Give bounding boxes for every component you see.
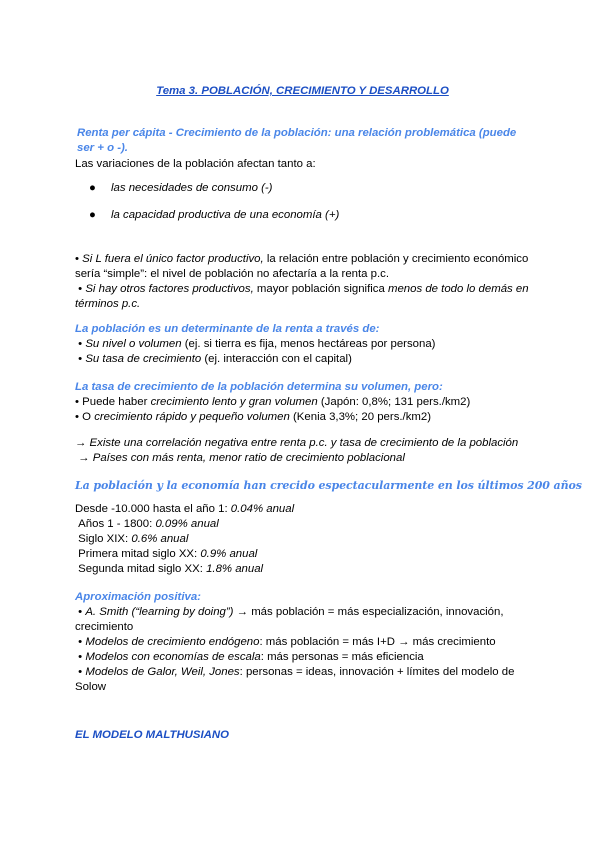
bullet-icon: ● (89, 182, 96, 194)
section-heading: La tasa de crecimiento de la población determina su volumen, pero: (75, 381, 443, 393)
list-item: • O crecimiento rápido y pequeño volumen (Kenia 3,3%; 20 pers./km2) (75, 411, 432, 423)
conclusion-line: → Existe una correlación negativa entre renta p.c. y tasa de crecimiento de la población (75, 437, 519, 449)
conclusion-line: → Países con más renta, menor ratio de crecimiento poblacional (78, 452, 405, 464)
section-determinante (75, 322, 530, 367)
list-item: Desde -10.000 hasta el año 1: 0.04% anual (75, 503, 295, 515)
next-section-heading: EL MODELO MALTHUSIANO (75, 729, 229, 741)
section-tasa (75, 380, 530, 425)
list-item: ● las necesidades de consumo (-) (89, 182, 273, 194)
list-item: • Su tasa de crecimiento (ej. interacción con el capital) (75, 353, 352, 365)
page-title: Tema 3. POBLACIÓN, CRECIMIENTO Y DESARROLLO (156, 85, 449, 97)
section-factores (75, 252, 530, 312)
section-heading: Aproximación positiva: (75, 591, 201, 603)
list-item: • Modelos de Galor, Weil, Jones: personas = ideas, innovación + límites del modelo de Solow (75, 666, 515, 693)
list-item: Siglo XIX: 0.6% anual (78, 533, 189, 545)
list-item: Años 1 - 1800: 0.09% anual (78, 518, 219, 530)
section-heading: Renta per cápita - Crecimiento de la población: una relación problemática (puede ser + o -). (77, 127, 517, 154)
section-aproximacion (75, 590, 530, 695)
section-heading: La población y la economía han crecido espectacularmente en los últimos 200 años (75, 479, 582, 492)
section-historico (75, 478, 582, 577)
list-item: • Su nivel o volumen (ej. si tierra es fija, menos hectáreas por persona) (75, 338, 436, 350)
section-correlacion (75, 436, 545, 466)
list-item: • Si L fuera el único factor productivo, la relación entre población y crecimiento económico sería “simple”: el nivel de población no afectaría a la renta p.c. (75, 253, 529, 280)
list-item: • Modelos con economías de escala: más personas = más eficiencia (75, 651, 424, 663)
list-item: • Si hay otros factores productivos, mayor población significa menos de todo lo demás en términos p.c. (75, 283, 529, 310)
list-item: Segunda mitad siglo XX: 1.8% anual (78, 563, 264, 575)
list-item: ● la capacidad productiva de una economía (+) (89, 209, 340, 221)
list-item: • Modelos de crecimiento endógeno: más población = más I+D → más crecimiento (75, 636, 496, 648)
bullet-icon: ● (89, 209, 96, 221)
section-renta (75, 126, 530, 223)
list-item: • Puede haber crecimiento lento y gran volumen (Japón: 0,8%; 131 pers./km2) (75, 396, 471, 408)
list-item: Primera mitad siglo XX: 0.9% anual (78, 548, 258, 560)
list-item: • A. Smith (“learning by doing”) → más población = más especialización, innovación, crecimiento (75, 606, 504, 633)
intro-text: Las variaciones de la población afectan tanto a: (75, 158, 316, 170)
section-heading: La población es un determinante de la renta a través de: (75, 323, 380, 335)
